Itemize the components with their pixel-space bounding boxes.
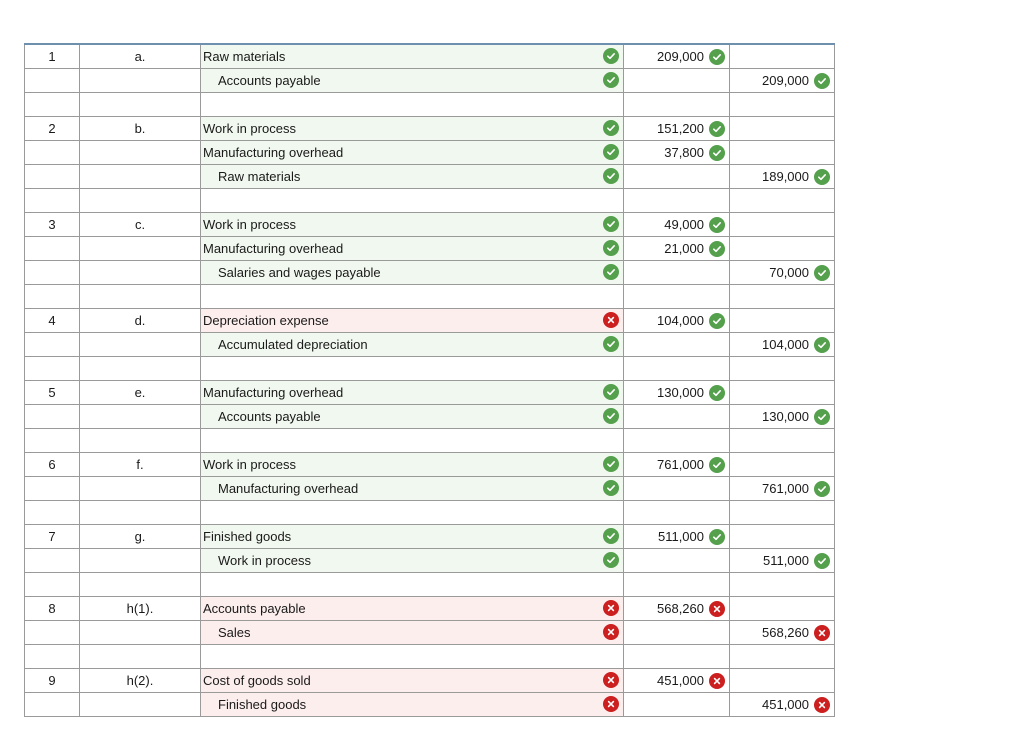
account-select[interactable]: [201, 453, 624, 476]
debit-input[interactable]: [624, 213, 730, 236]
credit-amount: 70,000: [769, 265, 809, 280]
credit-input[interactable]: [730, 333, 835, 356]
blank-journal-row: [24, 285, 835, 309]
entry-number-cell: [24, 237, 80, 260]
account-select[interactable]: [201, 189, 624, 212]
account-select[interactable]: [201, 45, 624, 68]
journal-row: [24, 213, 835, 237]
credit-input[interactable]: [730, 477, 835, 500]
journal-row: [24, 405, 835, 429]
entry-number-cell: [24, 645, 80, 668]
event-cell: [80, 189, 201, 212]
debit-input[interactable]: [624, 189, 730, 212]
debit-input[interactable]: [624, 525, 730, 548]
check-circle-icon: [814, 169, 830, 185]
check-circle-icon: [603, 48, 619, 64]
account-select[interactable]: [201, 69, 624, 92]
credit-input[interactable]: [730, 189, 835, 212]
account-select[interactable]: [201, 501, 624, 524]
x-circle-icon: [814, 697, 830, 713]
debit-input[interactable]: [624, 69, 730, 92]
journal-row: [24, 525, 835, 549]
account-title: Finished goods: [203, 529, 292, 544]
event-cell: [80, 93, 201, 116]
credit-input[interactable]: [730, 621, 835, 644]
account-title: Finished goods: [218, 697, 307, 712]
entry-number-cell: [24, 405, 80, 428]
debit-input[interactable]: [624, 693, 730, 716]
debit-input[interactable]: [624, 645, 730, 668]
account-select[interactable]: [201, 477, 624, 500]
credit-input[interactable]: [730, 237, 835, 260]
check-circle-icon: [603, 120, 619, 136]
account-select[interactable]: [201, 645, 624, 668]
event-cell: [80, 549, 201, 572]
event-cell: d.: [80, 309, 201, 332]
account-title: Work in process: [203, 457, 296, 472]
journal-row: [24, 165, 835, 189]
event-cell: [80, 237, 201, 260]
event-cell: [80, 405, 201, 428]
credit-amount: 511,000: [762, 553, 809, 568]
account-select[interactable]: [201, 309, 624, 332]
check-circle-icon: [709, 385, 725, 401]
debit-input[interactable]: [624, 285, 730, 308]
credit-input[interactable]: [730, 357, 835, 380]
journal-row: [24, 693, 835, 717]
debit-amount: 451,000: [657, 673, 704, 688]
journal-row: [24, 333, 835, 357]
debit-input[interactable]: [624, 117, 730, 140]
account-title: Work in process: [203, 121, 296, 136]
debit-input[interactable]: [624, 381, 730, 404]
debit-input[interactable]: [624, 501, 730, 524]
journal-row: [24, 453, 835, 477]
credit-input[interactable]: [730, 453, 835, 476]
credit-input[interactable]: [730, 525, 835, 548]
event-cell: f.: [80, 453, 201, 476]
entry-number-cell: [24, 285, 80, 308]
debit-input[interactable]: [624, 621, 730, 644]
check-circle-icon: [814, 553, 830, 569]
account-select[interactable]: [201, 597, 624, 620]
entry-number-cell: 7: [24, 525, 80, 548]
check-circle-icon: [709, 49, 725, 65]
debit-amount: 49,000: [664, 217, 704, 232]
credit-amount: 761,000: [762, 481, 809, 496]
credit-amount: 451,000: [762, 697, 809, 712]
event-cell: [80, 165, 201, 188]
blank-journal-row: [24, 501, 835, 525]
check-circle-icon: [814, 481, 830, 497]
account-select[interactable]: [201, 165, 624, 188]
debit-input[interactable]: [624, 669, 730, 692]
debit-input[interactable]: [624, 237, 730, 260]
journal-row: [24, 261, 835, 285]
check-circle-icon: [603, 528, 619, 544]
credit-input[interactable]: [730, 165, 835, 188]
debit-input[interactable]: [624, 357, 730, 380]
entry-number-cell: [24, 477, 80, 500]
check-circle-icon: [603, 384, 619, 400]
event-cell: e.: [80, 381, 201, 404]
credit-input[interactable]: [730, 669, 835, 692]
account-select[interactable]: [201, 693, 624, 716]
credit-input[interactable]: [730, 501, 835, 524]
check-circle-icon: [603, 216, 619, 232]
check-circle-icon: [603, 336, 619, 352]
account-title: Accumulated depreciation: [218, 337, 368, 352]
account-select[interactable]: [201, 549, 624, 572]
entry-number-cell: [24, 333, 80, 356]
entry-number-cell: 8: [24, 597, 80, 620]
account-select[interactable]: [201, 285, 624, 308]
credit-input[interactable]: [730, 597, 835, 620]
entry-number-cell: [24, 69, 80, 92]
account-title: Work in process: [203, 217, 296, 232]
x-circle-icon: [603, 672, 619, 688]
account-select[interactable]: [201, 261, 624, 284]
debit-amount: 130,000: [657, 385, 704, 400]
journal-row: [24, 597, 835, 621]
account-title: Manufacturing overhead: [203, 145, 344, 160]
check-circle-icon: [603, 480, 619, 496]
entry-number-cell: 3: [24, 213, 80, 236]
account-title: Manufacturing overhead: [203, 385, 344, 400]
event-cell: c.: [80, 213, 201, 236]
blank-journal-row: [24, 429, 835, 453]
blank-journal-row: [24, 189, 835, 213]
event-cell: b.: [80, 117, 201, 140]
check-circle-icon: [814, 73, 830, 89]
account-title: Work in process: [218, 553, 311, 568]
account-select[interactable]: [201, 213, 624, 236]
check-circle-icon: [709, 217, 725, 233]
x-circle-icon: [603, 624, 619, 640]
check-circle-icon: [709, 457, 725, 473]
journal-row: [24, 117, 835, 141]
credit-input[interactable]: [730, 573, 835, 596]
account-select[interactable]: [201, 117, 624, 140]
event-cell: [80, 261, 201, 284]
x-circle-icon: [814, 625, 830, 641]
event-cell: [80, 69, 201, 92]
debit-input[interactable]: [624, 453, 730, 476]
entry-number-cell: [24, 429, 80, 452]
account-select[interactable]: [201, 621, 624, 644]
journal-row: [24, 309, 835, 333]
credit-input[interactable]: [730, 93, 835, 116]
account-select[interactable]: [201, 429, 624, 452]
credit-input[interactable]: [730, 693, 835, 716]
x-circle-icon: [603, 312, 619, 328]
debit-amount: 511,000: [657, 529, 704, 544]
credit-input[interactable]: [730, 213, 835, 236]
entry-number-cell: [24, 93, 80, 116]
credit-input[interactable]: [730, 645, 835, 668]
credit-input[interactable]: [730, 285, 835, 308]
debit-amount: 761,000: [657, 457, 704, 472]
credit-input[interactable]: [730, 381, 835, 404]
event-cell: [80, 285, 201, 308]
x-circle-icon: [603, 600, 619, 616]
debit-amount: 104,000: [657, 313, 704, 328]
check-circle-icon: [709, 145, 725, 161]
blank-journal-row: [24, 357, 835, 381]
blank-journal-row: [24, 645, 835, 669]
check-circle-icon: [709, 241, 725, 257]
event-cell: h(2).: [80, 669, 201, 692]
journal-row: [24, 141, 835, 165]
debit-input[interactable]: [624, 93, 730, 116]
account-title: Raw materials: [218, 169, 301, 184]
debit-amount: 37,800: [664, 145, 704, 160]
credit-input[interactable]: [730, 69, 835, 92]
debit-input[interactable]: [624, 597, 730, 620]
event-cell: [80, 645, 201, 668]
credit-input[interactable]: [730, 309, 835, 332]
debit-input[interactable]: [624, 477, 730, 500]
credit-input[interactable]: [730, 261, 835, 284]
journal-row: [24, 237, 835, 261]
event-cell: [80, 501, 201, 524]
entry-number-cell: 1: [24, 45, 80, 68]
debit-amount: 21,000: [664, 241, 704, 256]
account-title: Manufacturing overhead: [218, 481, 359, 496]
journal-row: [24, 669, 835, 693]
check-circle-icon: [814, 409, 830, 425]
check-circle-icon: [709, 313, 725, 329]
credit-input[interactable]: [730, 429, 835, 452]
entry-number-cell: [24, 501, 80, 524]
account-title: Manufacturing overhead: [203, 241, 344, 256]
check-circle-icon: [603, 144, 619, 160]
account-select[interactable]: [201, 141, 624, 164]
debit-input[interactable]: [624, 45, 730, 68]
credit-input[interactable]: [730, 405, 835, 428]
entry-number-cell: 2: [24, 117, 80, 140]
journal-row: [24, 477, 835, 501]
journal-entry-table: [24, 43, 835, 717]
journal-row: [24, 621, 835, 645]
credit-amount: 568,260: [762, 625, 809, 640]
account-select[interactable]: [201, 405, 624, 428]
entry-number-cell: [24, 549, 80, 572]
account-select[interactable]: [201, 93, 624, 116]
credit-amount: 104,000: [762, 337, 809, 352]
x-circle-icon: [603, 696, 619, 712]
debit-amount: 568,260: [657, 601, 704, 616]
entry-number-cell: [24, 621, 80, 644]
debit-input[interactable]: [624, 261, 730, 284]
check-circle-icon: [603, 240, 619, 256]
entry-number-cell: [24, 573, 80, 596]
event-cell: [80, 429, 201, 452]
account-title: Salaries and wages payable: [218, 265, 381, 280]
entry-number-cell: [24, 357, 80, 380]
account-select[interactable]: [201, 333, 624, 356]
event-cell: a.: [80, 45, 201, 68]
debit-input[interactable]: [624, 405, 730, 428]
entry-number-cell: [24, 693, 80, 716]
x-circle-icon: [709, 673, 725, 689]
event-cell: [80, 477, 201, 500]
journal-row: [24, 45, 835, 69]
credit-input[interactable]: [730, 141, 835, 164]
account-select[interactable]: [201, 237, 624, 260]
debit-input[interactable]: [624, 333, 730, 356]
journal-row: [24, 381, 835, 405]
check-circle-icon: [603, 552, 619, 568]
credit-input[interactable]: [730, 549, 835, 572]
event-cell: [80, 573, 201, 596]
debit-input[interactable]: [624, 573, 730, 596]
account-title: Sales: [218, 625, 251, 640]
event-cell: g.: [80, 525, 201, 548]
credit-input[interactable]: [730, 45, 835, 68]
check-circle-icon: [603, 264, 619, 280]
debit-input[interactable]: [624, 141, 730, 164]
event-cell: [80, 141, 201, 164]
account-select[interactable]: [201, 357, 624, 380]
event-cell: [80, 357, 201, 380]
check-circle-icon: [603, 168, 619, 184]
account-select[interactable]: [201, 381, 624, 404]
journal-row: [24, 549, 835, 573]
debit-amount: 151,200: [657, 121, 704, 136]
credit-amount: 130,000: [762, 409, 809, 424]
entry-number-cell: 9: [24, 669, 80, 692]
journal-row: [24, 69, 835, 93]
blank-journal-row: [24, 573, 835, 597]
check-circle-icon: [709, 529, 725, 545]
entry-number-cell: 4: [24, 309, 80, 332]
account-select[interactable]: [201, 573, 624, 596]
entry-number-cell: [24, 189, 80, 212]
entry-number-cell: [24, 165, 80, 188]
credit-input[interactable]: [730, 117, 835, 140]
blank-journal-row: [24, 93, 835, 117]
x-circle-icon: [709, 601, 725, 617]
account-title: Cost of goods sold: [203, 673, 311, 688]
check-circle-icon: [603, 456, 619, 472]
debit-input[interactable]: [624, 549, 730, 572]
credit-amount: 189,000: [762, 169, 809, 184]
account-select[interactable]: [201, 525, 624, 548]
entry-number-cell: [24, 141, 80, 164]
account-title: Accounts payable: [203, 601, 306, 616]
entry-number-cell: [24, 261, 80, 284]
entry-number-cell: 6: [24, 453, 80, 476]
debit-amount: 209,000: [657, 49, 704, 64]
check-circle-icon: [814, 337, 830, 353]
account-title: Raw materials: [203, 49, 286, 64]
debit-input[interactable]: [624, 309, 730, 332]
event-cell: [80, 333, 201, 356]
event-cell: [80, 621, 201, 644]
event-cell: h(1).: [80, 597, 201, 620]
event-cell: [80, 693, 201, 716]
credit-amount: 209,000: [762, 73, 809, 88]
debit-input[interactable]: [624, 429, 730, 452]
check-circle-icon: [709, 121, 725, 137]
debit-input[interactable]: [624, 165, 730, 188]
account-title: Depreciation expense: [203, 313, 329, 328]
check-circle-icon: [814, 265, 830, 281]
entry-number-cell: 5: [24, 381, 80, 404]
check-circle-icon: [603, 408, 619, 424]
account-title: Accounts payable: [218, 409, 321, 424]
check-circle-icon: [603, 72, 619, 88]
account-title: Accounts payable: [218, 73, 321, 88]
account-select[interactable]: [201, 669, 624, 692]
